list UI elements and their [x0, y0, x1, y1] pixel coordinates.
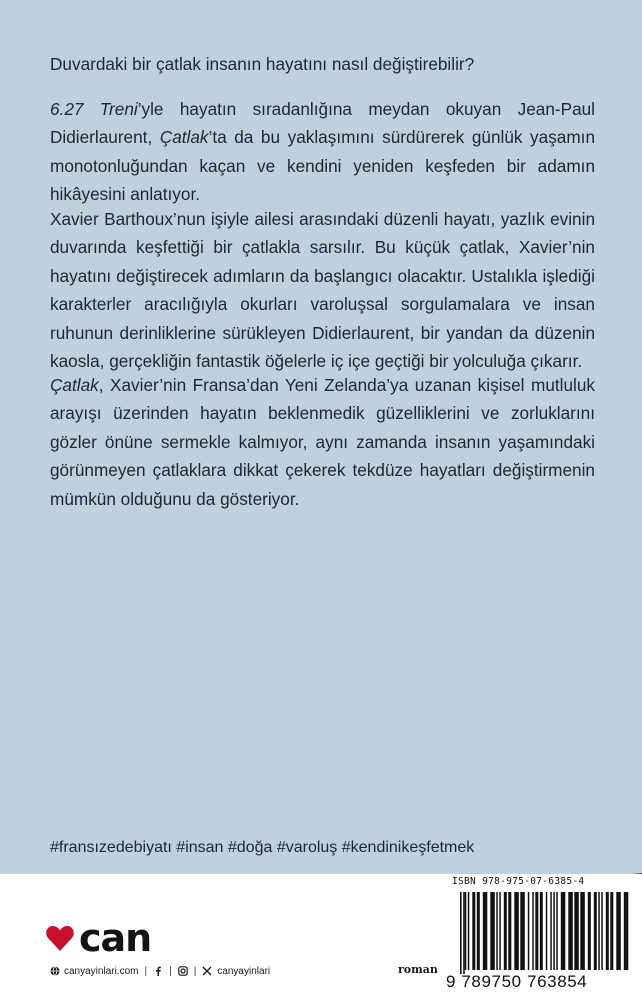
- book-title-catlak: Çatlak: [159, 127, 209, 148]
- instagram-icon[interactable]: [178, 966, 188, 976]
- barcode-bar: [472, 892, 475, 970]
- barcode-bar: [580, 892, 585, 970]
- barcode-bar: [508, 892, 511, 970]
- blurb-question: Duvardaki bir çatlak insanın hayatını nasıl değiştirebilir?: [50, 54, 475, 74]
- barcode-bar: [610, 892, 613, 970]
- barcode-bar: [490, 892, 495, 970]
- blurb-paragraph-1: [50, 95, 595, 209]
- book-title-627-treni: 6.27 Treni: [50, 99, 138, 119]
- barcode-bar: [588, 892, 591, 970]
- barcode-bar: [496, 892, 498, 970]
- barcode-bar: [514, 892, 519, 970]
- category-label: roman: [398, 963, 438, 976]
- isbn-label: ISBN 978-975-07-6385-4: [452, 876, 585, 887]
- can-logo[interactable]: [45, 918, 151, 958]
- barcode-bar: [465, 892, 467, 970]
- blurb-p1-text-a: ’yle hayatın sıradanlığına meydan okuyan Jean-Paul Didierlaurent,: [50, 99, 596, 148]
- blurb-p3-text: , Xavier’nin Fransa’dan Yeni Zelanda’ya uzanan kişisel mutluluk arayışı üzerinden hayatın beklenmedik güzelliklerini ve zorluklarını gözler önüne sermekle kalmıyor, aynı zamanda insanın yaşamındaki görünmeyen çatlaklara dikkat çekerek tekdüze hayatları değiştirmenin mümkün olduğunu da gösteriyor.: [50, 375, 595, 509]
- barcode-bar: [616, 892, 621, 970]
- barcode-bar: [606, 892, 609, 970]
- barcode-bar: [463, 892, 465, 974]
- barcode-bar: [483, 892, 488, 970]
- barcode-bar: [499, 892, 501, 970]
- barcode-bars: [446, 892, 636, 974]
- barcode-bar: [528, 892, 530, 970]
- hashtags: #fransızedebiyatı #insan #doğa #varoluş #kendinikeşfetmek: [50, 839, 475, 856]
- barcode-bar: [553, 892, 555, 970]
- book-title-catlak-2: Çatlak: [50, 375, 99, 395]
- barcode-bar: [520, 892, 525, 970]
- blurb-paragraph-2: Xavier Barthoux’nun işiyle ailesi arasındaki düzenli hayatı, yazlık evinin duvarında keşfettiği bir çatlakla sarsılır. Bu küçük çatlak, Xavier’nin hayatını değiştirecek adımların da başlangıcı olacaktır. Ustalıkla işlediği karakterler aracılığıyla okurları varoluşsal sorgulamalara ve insan ruhunun derinliklerine sürükleyen Didierlaurent, bir yandan da düzenin kaosla, gerçekliğin fantastik öğelerle iç içe geçtiği bir yolculuğa çıkarır.: [50, 209, 595, 372]
- logo-wordmark: can: [79, 916, 152, 960]
- isbn-digits: 9 789750 763854: [446, 972, 588, 991]
- barcode-bar: [532, 892, 534, 970]
- barcode-bar: [504, 892, 507, 970]
- barcode-bar: [460, 892, 462, 974]
- isbn-barcode: [446, 876, 636, 994]
- blurb-p1-text-b: ’ta da bu yaklaşımını sürdürerek günlük yaşamın monotonluğundan kaçan ve kendini yeniden keşfeden bir adamın hikâyesini anlatıyor.: [50, 127, 595, 205]
- barcode-bar: [561, 892, 566, 970]
- blurb-paragraph-3: [50, 371, 595, 513]
- barcode-bar: [598, 892, 600, 970]
- barcode-bar: [535, 892, 538, 970]
- footer-links: [50, 964, 270, 978]
- barcode-bar: [594, 892, 597, 970]
- website-link[interactable]: canyayinlari.com: [64, 965, 139, 977]
- globe-icon: [50, 966, 60, 976]
- barcode-bar: [624, 892, 629, 970]
- barcode-bar: [601, 892, 603, 970]
- facebook-icon[interactable]: [153, 966, 163, 976]
- x-icon[interactable]: [202, 966, 212, 976]
- separator: |: [193, 965, 197, 977]
- barcode-bar: [468, 892, 470, 970]
- barcode-bar: [540, 892, 543, 970]
- separator: |: [169, 965, 172, 977]
- barcode-bar: [477, 892, 480, 970]
- barcode-bar: [574, 892, 579, 970]
- barcode-bar: [546, 892, 548, 970]
- barcode-bar: [550, 892, 552, 970]
- heart-icon: [45, 924, 75, 952]
- separator: |: [144, 965, 148, 977]
- barcode-bar: [568, 892, 573, 970]
- social-handle[interactable]: canyayinlari: [217, 965, 271, 977]
- barcode-bar: [556, 892, 558, 970]
